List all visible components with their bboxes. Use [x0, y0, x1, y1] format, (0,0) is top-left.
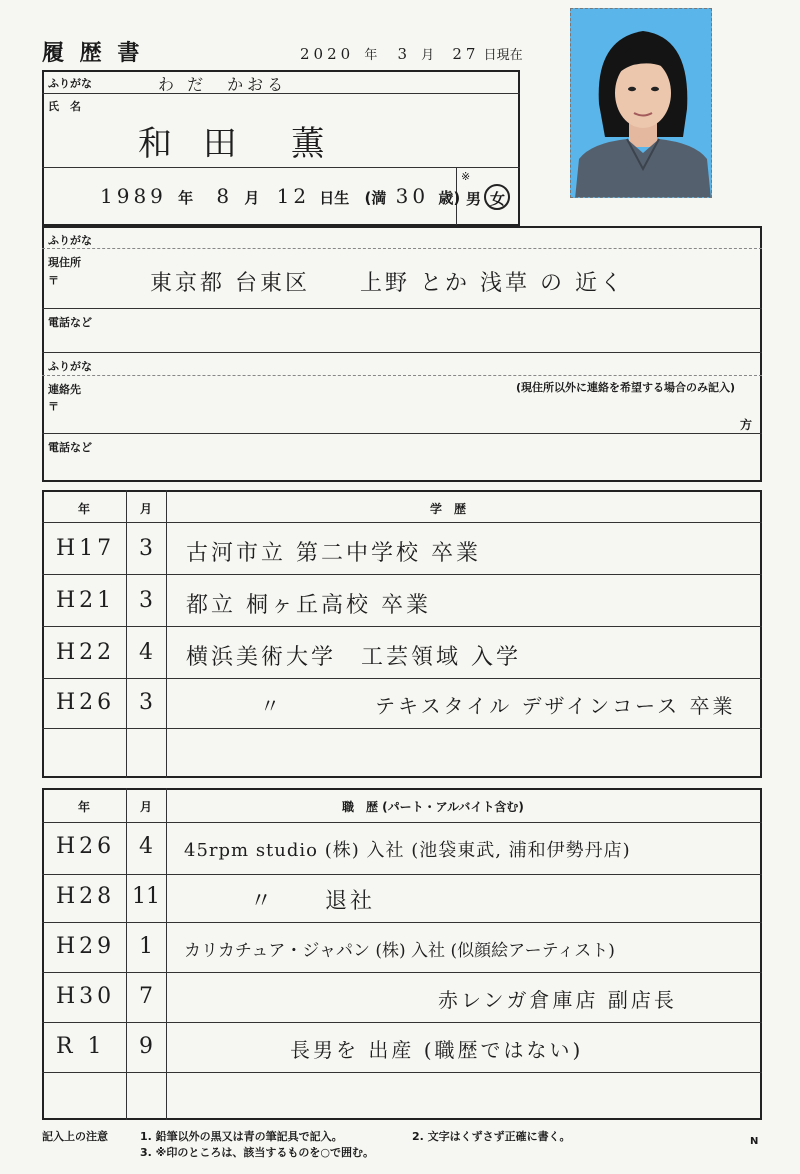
- education-col-month: 月: [140, 502, 153, 516]
- id-photo: [570, 8, 712, 198]
- career-row-3-month[interactable]: 1: [139, 934, 153, 959]
- footer-mark: N: [750, 1136, 759, 1147]
- career-row-5-year[interactable]: R 1: [56, 1034, 106, 1059]
- furigana-value[interactable]: わ だ かおる: [158, 75, 288, 94]
- gender-male[interactable]: 男: [466, 190, 482, 208]
- education-row-1-text[interactable]: 古河市立 第二中学校 卒業: [186, 541, 481, 566]
- name-label: 氏 名: [48, 100, 81, 113]
- career-row-2-year[interactable]: H28: [56, 884, 116, 909]
- education-row-4-text[interactable]: 〃 テキスタイル デザインコース 卒業: [260, 694, 736, 718]
- footer-label: 記入上の注意: [42, 1130, 108, 1143]
- contact-phone-label: 電話など: [48, 441, 92, 454]
- age-value[interactable]: 30: [395, 184, 430, 208]
- education-table: [42, 490, 762, 778]
- address-postal-mark: 〒: [48, 274, 59, 287]
- education-col-title: 学 歴: [430, 502, 467, 516]
- career-col-month: 月: [140, 800, 153, 814]
- education-row-3-month[interactable]: 4: [139, 640, 153, 665]
- birth-year-label: 年: [178, 189, 194, 207]
- address-value[interactable]: 東京都 台東区 上野 とか 浅草 の 近く: [150, 271, 625, 296]
- address-furigana-label: ふりがな: [48, 234, 92, 247]
- education-row-3-text[interactable]: 横浜美術大学 工芸領域 入学: [186, 645, 521, 670]
- date-month-label: 月: [421, 48, 435, 63]
- name-value[interactable]: 和 田 薫: [138, 124, 335, 164]
- footer-note-1: 1. 鉛筆以外の黒又は青の筆記具で記入。: [140, 1130, 343, 1143]
- contact-postal-mark: 〒: [48, 400, 59, 413]
- note-mark: ※: [461, 170, 471, 183]
- date-year: 2020: [300, 45, 355, 63]
- education-row-2-text[interactable]: 都立 桐ヶ丘高校 卒業: [186, 593, 431, 618]
- age-close: 歳): [438, 189, 461, 207]
- career-row-5-text[interactable]: 長男を 出産 (職歴ではない): [290, 1038, 584, 1062]
- date-line: [300, 44, 523, 63]
- age-open: (満: [364, 189, 387, 207]
- career-row-4-text[interactable]: 赤レンガ倉庫店 副店長: [438, 988, 677, 1012]
- education-row-1-year[interactable]: H17: [56, 536, 116, 561]
- career-row-3-text[interactable]: カリカチュア・ジャパン (株) 入社 (似顔絵アーティスト): [184, 941, 615, 961]
- career-row-2-text[interactable]: 〃 退社: [250, 889, 376, 914]
- career-col-title: 職 歴 (パート・アルバイト含む): [342, 800, 524, 814]
- address-label: 現住所: [48, 256, 81, 269]
- birth-line: [100, 184, 460, 208]
- birth-day-label: 日生: [319, 189, 350, 207]
- career-row-1-text[interactable]: 45rpm studio (株) 入社 (池袋東武, 浦和伊勢丹店): [184, 840, 631, 861]
- footer-note-3: 3. ※印のところは、該当するものを○で囲む。: [140, 1146, 374, 1159]
- date-month: 3: [397, 45, 412, 63]
- birth-year[interactable]: 1989: [100, 184, 167, 208]
- career-row-2-month[interactable]: 11: [132, 884, 160, 909]
- career-row-4-year[interactable]: H30: [56, 984, 116, 1009]
- education-row-2-month[interactable]: 3: [139, 588, 153, 613]
- footer-note-2: 2. 文字はくずさず正確に書く。: [412, 1130, 571, 1143]
- gender-female[interactable]: 女: [490, 190, 506, 208]
- education-row-2-year[interactable]: H21: [56, 588, 116, 613]
- contact-furigana-label: ふりがな: [48, 360, 92, 373]
- career-row-5-month[interactable]: 9: [139, 1034, 153, 1059]
- address-block: [42, 226, 762, 482]
- birth-month-label: 月: [244, 189, 260, 207]
- career-row-4-month[interactable]: 7: [139, 984, 153, 1009]
- contact-suffix: 方: [740, 418, 753, 432]
- birth-month[interactable]: 8: [216, 184, 234, 208]
- career-col-year: 年: [78, 800, 91, 814]
- career-row-3-year[interactable]: H29: [56, 934, 116, 959]
- education-row-1-month[interactable]: 3: [139, 536, 153, 561]
- contact-note: (現住所以外に連絡を希望する場合のみ記入): [516, 381, 736, 394]
- education-row-3-year[interactable]: H22: [56, 640, 116, 665]
- education-col-year: 年: [78, 502, 91, 516]
- education-row-4-month[interactable]: 3: [139, 690, 153, 715]
- gender-circle: [484, 184, 510, 210]
- birth-day[interactable]: 12: [276, 184, 311, 208]
- resume-title: 履 歴 書: [42, 41, 144, 66]
- address-phone-label: 電話など: [48, 316, 92, 329]
- date-year-label: 年: [364, 48, 378, 63]
- career-row-1-year[interactable]: H26: [56, 834, 116, 859]
- contact-label: 連絡先: [48, 383, 81, 396]
- portrait-image: [571, 9, 712, 198]
- date-day-label: 日現在: [483, 48, 523, 63]
- education-row-4-year[interactable]: H26: [56, 690, 116, 715]
- date-day: 27: [452, 45, 480, 63]
- furigana-label: ふりがな: [48, 77, 92, 90]
- career-row-1-month[interactable]: 4: [139, 834, 153, 859]
